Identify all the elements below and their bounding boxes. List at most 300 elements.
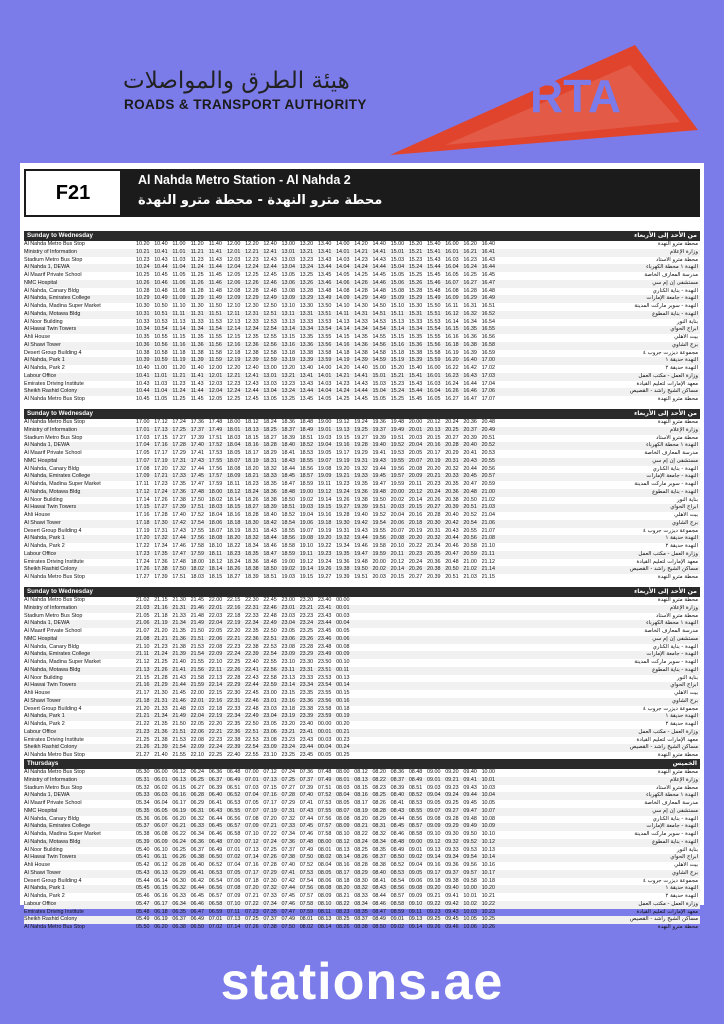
time-cell: 22.40 <box>245 659 259 665</box>
table-row <box>24 535 700 543</box>
time-cell: 20.44 <box>463 465 477 472</box>
time-cell: 19.04 <box>299 512 314 518</box>
time-cell: 11.10 <box>172 303 186 309</box>
time-cell: 10.36 <box>136 341 150 348</box>
stop-name-english: Ahli House <box>24 512 51 518</box>
time-cell: 23.31 <box>299 666 314 673</box>
time-cell: 13.33 <box>299 318 314 325</box>
time-cell: 13.04 <box>263 388 277 395</box>
time-cell: 19.30 <box>336 519 350 526</box>
time-cell: 23.35 <box>299 690 314 696</box>
time-cell: 09.32 <box>445 838 459 845</box>
time-cell: 06.49 <box>190 916 205 923</box>
time-cell: 18.10 <box>208 543 223 549</box>
time-cell: 16.58 <box>481 341 496 348</box>
stop-name-english: Al Nahda Metro Bus Stop <box>24 419 85 425</box>
time-cell: 00.21 <box>336 728 350 735</box>
time-cell: 16.28 <box>463 287 477 294</box>
time-cell: 07.13 <box>263 776 277 783</box>
time-cell: 08.15 <box>354 784 368 791</box>
time-cell: 13.39 <box>299 357 314 364</box>
stop-name-english: NMC Hospital <box>24 807 58 814</box>
time-cell: 16.23 <box>445 372 459 379</box>
time-cell: 21.04 <box>481 512 496 518</box>
time-cell: 07.46 <box>281 900 295 907</box>
time-cell: 07.40 <box>299 792 314 799</box>
time-cell: 18.56 <box>281 535 295 542</box>
time-cell: 19.00 <box>299 488 314 495</box>
time-cell: 17.23 <box>136 550 150 557</box>
time-cell: 00.00 <box>336 597 350 603</box>
stop-times <box>136 319 600 327</box>
time-cell: 18.14 <box>226 496 241 503</box>
time-cell: 16.04 <box>445 264 459 271</box>
time-cell: 20.14 <box>408 496 423 503</box>
time-cell: 19.06 <box>299 519 314 526</box>
time-cell: 07.13 <box>226 916 241 923</box>
time-cell: 00.14 <box>336 682 350 689</box>
time-cell: 17.36 <box>190 419 205 425</box>
time-cell: 22.04 <box>208 620 223 627</box>
time-cell: 14.58 <box>372 349 386 356</box>
time-cell: 19.11 <box>299 550 313 557</box>
time-cell: 21.54 <box>190 651 205 658</box>
table-row <box>24 350 700 358</box>
time-cell: 08.32 <box>354 885 368 892</box>
time-cell: 18.51 <box>281 504 295 511</box>
time-cell: 07.01 <box>226 846 241 853</box>
stop-name-english: Al Nahda 1, DEWA <box>24 264 70 271</box>
time-cell: 20.05 <box>408 450 423 456</box>
time-cell: 18.27 <box>263 434 277 441</box>
time-cell: 21.27 <box>136 752 150 758</box>
stop-times <box>136 854 600 862</box>
stop-name-english: Al Nahda, Emirates College <box>24 473 91 480</box>
time-cell: 15.44 <box>427 264 441 271</box>
time-cell: 23.48 <box>317 643 332 650</box>
time-cell: 08.18 <box>336 877 350 884</box>
table-row <box>24 613 700 621</box>
time-cell: 19.00 <box>317 419 332 425</box>
time-cell: 12.00 <box>226 241 241 247</box>
time-cell: 07.36 <box>281 838 295 845</box>
time-cell: 08.01 <box>317 846 332 853</box>
time-cell: 18.34 <box>245 543 259 549</box>
time-cell: 14.54 <box>372 326 386 333</box>
time-cell: 16.32 <box>463 310 477 317</box>
time-cell: 18.56 <box>299 465 314 472</box>
time-cell: 11.20 <box>190 241 204 247</box>
time-cell: 07.28 <box>263 862 277 868</box>
table-row <box>24 597 700 605</box>
time-cell: 17.38 <box>154 566 168 573</box>
time-cell: 07.32 <box>263 885 277 892</box>
table-row <box>24 528 700 536</box>
stop-times <box>136 682 600 690</box>
time-cell: 13.11 <box>281 310 295 317</box>
stop-name-english: Al Nahda, Madina Super Market <box>24 659 101 665</box>
time-cell: 06.02 <box>154 784 168 791</box>
time-cell: 17.12 <box>136 488 150 495</box>
time-cell: 18.03 <box>190 574 205 580</box>
time-cell: 07.19 <box>263 807 277 814</box>
time-cell: 23.18 <box>281 705 295 712</box>
time-cell: 16.00 <box>445 241 459 247</box>
time-cell: 14.10 <box>336 303 350 309</box>
time-cell: 18.40 <box>281 442 295 449</box>
time-cell: 15.51 <box>427 310 441 317</box>
time-cell: 12.18 <box>226 349 241 356</box>
time-cell: 13.19 <box>281 357 295 364</box>
time-cell: 22.30 <box>226 690 241 696</box>
table-row <box>24 800 700 808</box>
time-cell: 08.01 <box>299 916 314 923</box>
time-cell: 18.20 <box>226 535 241 542</box>
time-cell: 21.16 <box>154 604 168 611</box>
time-cell: 15.33 <box>408 318 423 325</box>
time-cell: 13.55 <box>317 334 332 340</box>
time-cell: 22.35 <box>226 721 241 727</box>
time-cell: 00.18 <box>336 705 350 712</box>
time-cell: 12.25 <box>226 396 241 402</box>
time-cell: 00.10 <box>336 659 350 665</box>
stop-name-arabic: معهد الإمارات لتعليم القيادة <box>636 736 698 743</box>
time-cell: 14.04 <box>317 388 332 395</box>
time-cell: 09.26 <box>427 924 441 930</box>
time-cell: 18.11 <box>226 481 241 487</box>
time-cell: 22.24 <box>208 744 223 751</box>
time-cell: 18.31 <box>263 457 277 464</box>
time-cell: 06.44 <box>208 815 223 822</box>
time-cell: 21.03 <box>481 504 496 511</box>
time-cell: 20.47 <box>445 550 459 557</box>
time-cell: 18.22 <box>226 543 241 549</box>
time-cell: 09.18 <box>427 877 441 884</box>
time-cell: 10.07 <box>481 807 496 814</box>
time-cell: 18.24 <box>263 419 277 425</box>
time-cell: 09.16 <box>427 862 441 868</box>
time-cell: 22.13 <box>208 674 223 681</box>
time-cell: 11.59 <box>208 357 222 364</box>
time-cell: 15.48 <box>427 287 441 294</box>
time-cell: 06.42 <box>190 877 205 884</box>
table-row <box>24 721 700 729</box>
time-cell: 13.01 <box>281 248 295 255</box>
time-cell: 16.54 <box>481 318 496 325</box>
time-cell: 15.36 <box>408 341 423 348</box>
time-cell: 10.23 <box>136 256 150 263</box>
time-cell: 17.53 <box>208 450 223 456</box>
time-cell: 10.35 <box>136 334 150 340</box>
time-cell: 11.30 <box>190 303 204 309</box>
time-cell: 06.24 <box>172 838 186 845</box>
stop-times <box>136 504 600 512</box>
time-cell: 17.47 <box>190 481 205 487</box>
time-cell: 21.26 <box>136 744 150 751</box>
time-cell: 11.01 <box>172 248 186 255</box>
stop-name-arabic: مساكن الشيخ راشد - القصيص <box>629 744 698 751</box>
time-cell: 06.22 <box>172 831 186 837</box>
time-cell: 19.12 <box>336 419 350 425</box>
table-row <box>24 427 700 435</box>
time-cell: 21.38 <box>172 643 186 650</box>
time-cell: 07.38 <box>263 924 277 930</box>
time-cell: 21.12 <box>481 558 496 565</box>
time-cell: 16.25 <box>463 272 477 278</box>
stop-times <box>136 800 600 808</box>
stop-name-english: Desert Group Building 4 <box>24 349 82 356</box>
time-cell: 20.34 <box>427 543 441 549</box>
time-cell: 23.08 <box>281 643 295 650</box>
time-cell: 17.09 <box>136 473 150 480</box>
time-cell: 22.19 <box>208 713 223 720</box>
time-cell: 09.24 <box>445 792 459 799</box>
time-cell: 15.05 <box>390 272 405 278</box>
time-cell: 21.06 <box>136 620 150 627</box>
time-cell: 13.41 <box>317 248 332 255</box>
time-cell: 16.44 <box>463 380 477 387</box>
time-cell: 07.48 <box>317 769 332 775</box>
table-row <box>24 419 700 427</box>
time-cell: 09.56 <box>463 862 477 868</box>
time-cell: 07.47 <box>281 908 295 915</box>
time-cell: 13.04 <box>281 264 295 271</box>
time-cell: 22.48 <box>263 612 277 619</box>
time-cell: 15.10 <box>390 303 405 309</box>
time-cell: 08.02 <box>317 854 332 861</box>
time-cell: 17.03 <box>136 434 150 441</box>
stop-name-english: Al Nahda Metro Bus Stop <box>24 574 85 580</box>
schedule-section <box>24 759 700 932</box>
time-cell: 18.45 <box>281 473 295 480</box>
time-cell: 09.14 <box>408 924 423 930</box>
time-cell: 15.56 <box>427 341 441 348</box>
time-cell: 19.48 <box>372 488 386 495</box>
time-cell: 20.23 <box>427 481 441 487</box>
time-cell: 17.58 <box>190 543 205 549</box>
time-cell: 05.38 <box>136 831 150 837</box>
time-cell: 08.56 <box>390 885 405 892</box>
time-cell: 18.51 <box>263 574 277 580</box>
time-cell: 16.00 <box>427 365 441 371</box>
time-cell: 20.20 <box>408 535 423 542</box>
time-cell: 15.13 <box>390 318 405 325</box>
time-cell: 21.45 <box>190 597 205 603</box>
time-cell: 08.09 <box>317 893 332 899</box>
time-cell: 07.29 <box>281 800 295 806</box>
stop-name-english: Al Nahda, Canary Bldg <box>24 815 79 822</box>
time-cell: 07.01 <box>245 776 259 783</box>
time-cell: 21.24 <box>154 651 168 658</box>
time-cell: 17.22 <box>136 543 150 549</box>
time-cell: 05.33 <box>136 792 150 799</box>
time-cell: 09.11 <box>408 908 422 915</box>
time-cell: 08.49 <box>390 846 405 853</box>
time-cell: 20.43 <box>463 457 477 464</box>
time-cell: 22.53 <box>263 643 277 650</box>
time-cell: 06.30 <box>172 877 186 884</box>
time-cell: 20.03 <box>408 434 423 441</box>
time-cell: 18.12 <box>226 488 241 495</box>
time-cell: 22.51 <box>245 728 259 735</box>
time-cell: 21.51 <box>190 635 205 642</box>
section-label-arabic: من الأحد إلى الأربعاء <box>634 410 697 417</box>
table-row <box>24 489 700 497</box>
time-cell: 16.18 <box>445 341 459 348</box>
time-cell: 21.07 <box>481 527 496 534</box>
time-cell: 19.51 <box>390 434 405 441</box>
time-cell: 06.01 <box>154 776 168 783</box>
section-label-arabic: من الأحد إلى الأربعاء <box>634 232 697 239</box>
time-cell: 15.18 <box>390 349 405 356</box>
time-cell: 06.45 <box>208 823 223 830</box>
time-cell: 18.37 <box>281 426 295 433</box>
time-cell: 20.26 <box>408 566 423 573</box>
time-cell: 07.55 <box>317 807 332 814</box>
stop-times <box>136 831 600 839</box>
time-cell: 19.22 <box>317 543 332 549</box>
time-cell: 07.18 <box>245 877 259 884</box>
time-cell: 06.14 <box>154 877 168 884</box>
time-cell: 06.15 <box>172 784 186 791</box>
time-cell: 13.05 <box>263 396 277 402</box>
time-cell: 19.27 <box>317 574 332 580</box>
time-cell: 20.55 <box>481 457 496 464</box>
time-cell: 12.56 <box>263 341 277 348</box>
time-cell: 20.51 <box>463 504 477 511</box>
time-cell: 05.50 <box>136 924 150 930</box>
time-cell: 09.10 <box>427 831 441 837</box>
time-cell: 08.28 <box>354 862 368 868</box>
time-cell: 09.45 <box>445 916 459 923</box>
time-cell: 23.30 <box>299 659 314 665</box>
time-cell: 11.45 <box>208 272 222 278</box>
time-cell: 06.00 <box>154 769 168 775</box>
time-cell: 07.08 <box>226 885 241 892</box>
time-cell: 12.36 <box>245 341 259 348</box>
time-cell: 11.53 <box>208 318 222 325</box>
stop-name-arabic: مساكن الشيخ راشد - القصيص <box>629 566 698 573</box>
time-cell: 06.35 <box>172 908 186 915</box>
time-cell: 09.41 <box>445 893 459 899</box>
time-cell: 22.10 <box>208 659 223 665</box>
time-cell: 09.00 <box>427 769 441 775</box>
time-cell: 19.27 <box>354 434 368 441</box>
time-cell: 07.11 <box>226 908 241 915</box>
time-cell: 09.43 <box>463 784 477 791</box>
time-cell: 17.24 <box>154 488 168 495</box>
time-cell: 07.45 <box>299 823 314 830</box>
stop-name-arabic: وزارة العمل - مكتب العمل <box>638 550 698 557</box>
time-cell: 08.11 <box>317 908 331 915</box>
time-cell: 06.46 <box>190 900 205 907</box>
time-cell: 16.11 <box>445 303 459 309</box>
time-cell: 06.57 <box>208 893 223 899</box>
stop-times <box>136 257 600 265</box>
stop-times <box>136 792 600 800</box>
time-cell: 17.21 <box>154 473 168 480</box>
time-cell: 09.48 <box>463 815 477 822</box>
time-cell: 08.58 <box>408 831 423 837</box>
time-cell: 06.16 <box>172 792 186 799</box>
time-cell: 15.00 <box>372 365 386 371</box>
time-cell: 15.38 <box>408 349 423 356</box>
time-cell: 12.41 <box>263 248 277 255</box>
time-cell: 15.53 <box>427 318 441 325</box>
time-cell: 13.23 <box>299 256 314 263</box>
time-cell: 16.47 <box>481 279 496 286</box>
section-header <box>24 587 700 597</box>
time-cell: 20.20 <box>427 465 441 472</box>
time-cell: 23.20 <box>299 597 314 603</box>
time-cell: 07.53 <box>299 869 314 876</box>
time-cell: 06.17 <box>154 900 168 907</box>
stop-name-english: Ministry of Information <box>24 776 78 783</box>
time-cell: 07.05 <box>226 869 241 876</box>
time-cell: 17.14 <box>136 496 150 503</box>
time-cell: 05.48 <box>136 908 150 915</box>
time-cell: 05.49 <box>136 916 150 923</box>
time-cell: 23.26 <box>299 635 314 642</box>
time-cell: 08.37 <box>372 854 386 861</box>
time-cell: 13.43 <box>299 380 314 387</box>
stop-name-english: Labour Office <box>24 372 57 379</box>
time-cell: 07.49 <box>299 846 314 853</box>
time-cell: 15.41 <box>408 372 423 379</box>
time-cell: 18.28 <box>263 442 277 449</box>
time-cell: 06.38 <box>190 854 205 861</box>
time-cell: 22.15 <box>226 597 241 603</box>
time-cell: 19.52 <box>372 512 386 518</box>
stop-name-english: Al Nahda, Park 1 <box>24 357 65 364</box>
time-cell: 06.25 <box>172 846 186 853</box>
time-cell: 21.59 <box>190 682 205 689</box>
time-cell: 07.51 <box>317 784 332 791</box>
time-cell: 18.50 <box>281 496 295 503</box>
time-cell: 15.16 <box>390 341 405 348</box>
time-cell: 21.28 <box>154 674 168 681</box>
time-cell: 20.10 <box>390 543 405 549</box>
time-cell: 10.45 <box>136 396 150 402</box>
time-cell: 08.56 <box>408 815 423 822</box>
time-cell: 23.21 <box>281 728 295 735</box>
time-cell: 18.59 <box>299 481 314 487</box>
time-cell: 19.16 <box>336 442 350 449</box>
time-cell: 22.25 <box>226 659 241 665</box>
time-cell: 18.57 <box>299 473 314 480</box>
time-cell: 17.31 <box>172 457 186 464</box>
time-cell: 07.00 <box>226 838 241 845</box>
time-cell: 18.24 <box>245 488 259 495</box>
time-cell: 18.33 <box>263 473 277 480</box>
time-cell: 14.41 <box>372 248 386 255</box>
time-cell: 22.24 <box>226 651 241 658</box>
time-cell: 08.51 <box>408 784 423 791</box>
time-cell: 23.13 <box>281 674 295 681</box>
time-cell: 08.04 <box>317 862 332 868</box>
time-cell: 17.39 <box>154 574 168 580</box>
time-cell: 10.03 <box>463 908 477 915</box>
time-cell: 08.36 <box>390 769 405 775</box>
time-cell: 08.26 <box>372 800 386 806</box>
time-cell: 22.39 <box>245 651 259 658</box>
time-cell: 21.39 <box>172 651 186 658</box>
time-cell: 18.53 <box>299 450 314 456</box>
time-cell: 22.43 <box>245 674 259 681</box>
time-cell: 07.38 <box>281 854 295 861</box>
time-cell: 09.28 <box>445 815 459 822</box>
time-cell: 15.09 <box>390 295 405 302</box>
